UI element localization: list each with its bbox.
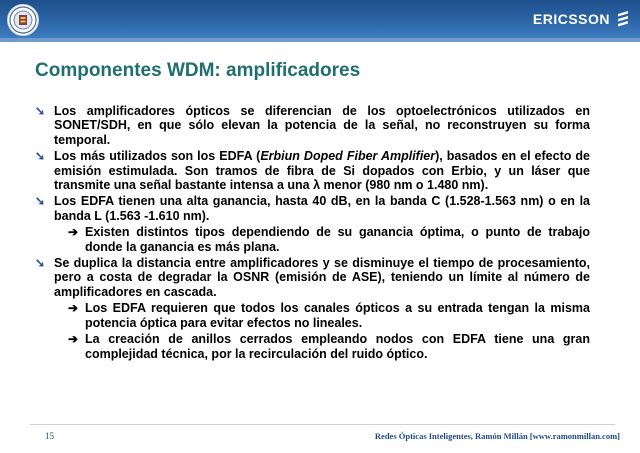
slide-content: [35, 104, 590, 363]
bullet-text: Se duplica la distancia entre amplificadores y se disminuye el tiempo de procesamiento, pero a costa de degradar la OSNR (emisión de ASE), teniendo un límite al número de amplificadores en cascada.: [54, 256, 590, 299]
bullet-item: [35, 194, 590, 223]
ericsson-logo-icon: [616, 10, 630, 28]
slide-title: Componentes WDM: amplificadores: [35, 60, 361, 81]
bullet-arrow-icon: ➘: [35, 104, 46, 118]
sub-bullet-text: Existen distintos tipos dependiendo de su ganancia óptima, o punto de trabajo donde la ganancia es más plana.: [85, 225, 590, 254]
bullet-text: Los EDFA tienen una alta ganancia, hasta 40 dB, en la banda C (1.528-1.563 nm) o en la banda L (1.563 -1.610 nm).: [54, 194, 590, 223]
sub-bullet-text: Los EDFA requieren que todos los canales ópticos a su entrada tengan la misma potencia óptica para evitar efectos no lineales.: [85, 301, 590, 330]
sub-bullet-arrow-icon: ➔: [68, 301, 79, 316]
sub-bullet-item: [35, 332, 590, 361]
bullet-text: ), basados en el efecto de emisión estimulada. Son tramos de fibra de Si dopados con Erbio, y un láser que transmite una señal bastante intensa a una λ menor (980 nm o 1.480 nm).: [54, 149, 590, 193]
bullet-text: Los amplificadores ópticos se diferencian de los optoelectrónicos utilizados en SONET/SDH, en que sólo elevan la potencia de la señal, no reconstruyen su forma temporal.: [54, 104, 590, 147]
bullet-item: [35, 149, 590, 192]
bullet-arrow-icon: ➘: [35, 149, 46, 164]
sub-bullet-arrow-icon: ➔: [68, 225, 79, 240]
bullet-item: [35, 256, 590, 299]
bullet-item: [35, 104, 590, 147]
bullet-arrow-icon: ➘: [35, 256, 46, 271]
header-band-accent: [0, 38, 640, 42]
page-number: 15: [45, 431, 54, 441]
brand-wordmark: ERICSSON: [532, 11, 610, 27]
sub-bullet-arrow-icon: ➔: [68, 332, 79, 347]
bullet-text: Los más utilizados son los EDFA (: [54, 149, 261, 164]
bullet-text-emphasis: Erbiun Doped Fiber Amplifier: [260, 149, 436, 164]
sub-bullet-item: [35, 225, 590, 254]
sub-bullet-text: La creación de anillos cerrados empleando nodos con EDFA tiene una gran complejidad técnica, por la recirculación del ruido óptico.: [85, 332, 590, 361]
footer-divider: [30, 424, 615, 425]
footer-credit: Redes Ópticas Inteligentes, Ramón Millán [www.ramonmillan.com]: [374, 431, 620, 441]
university-seal-logo: [7, 4, 39, 36]
bullet-arrow-icon: ➘: [35, 194, 46, 209]
sub-bullet-item: [35, 301, 590, 330]
